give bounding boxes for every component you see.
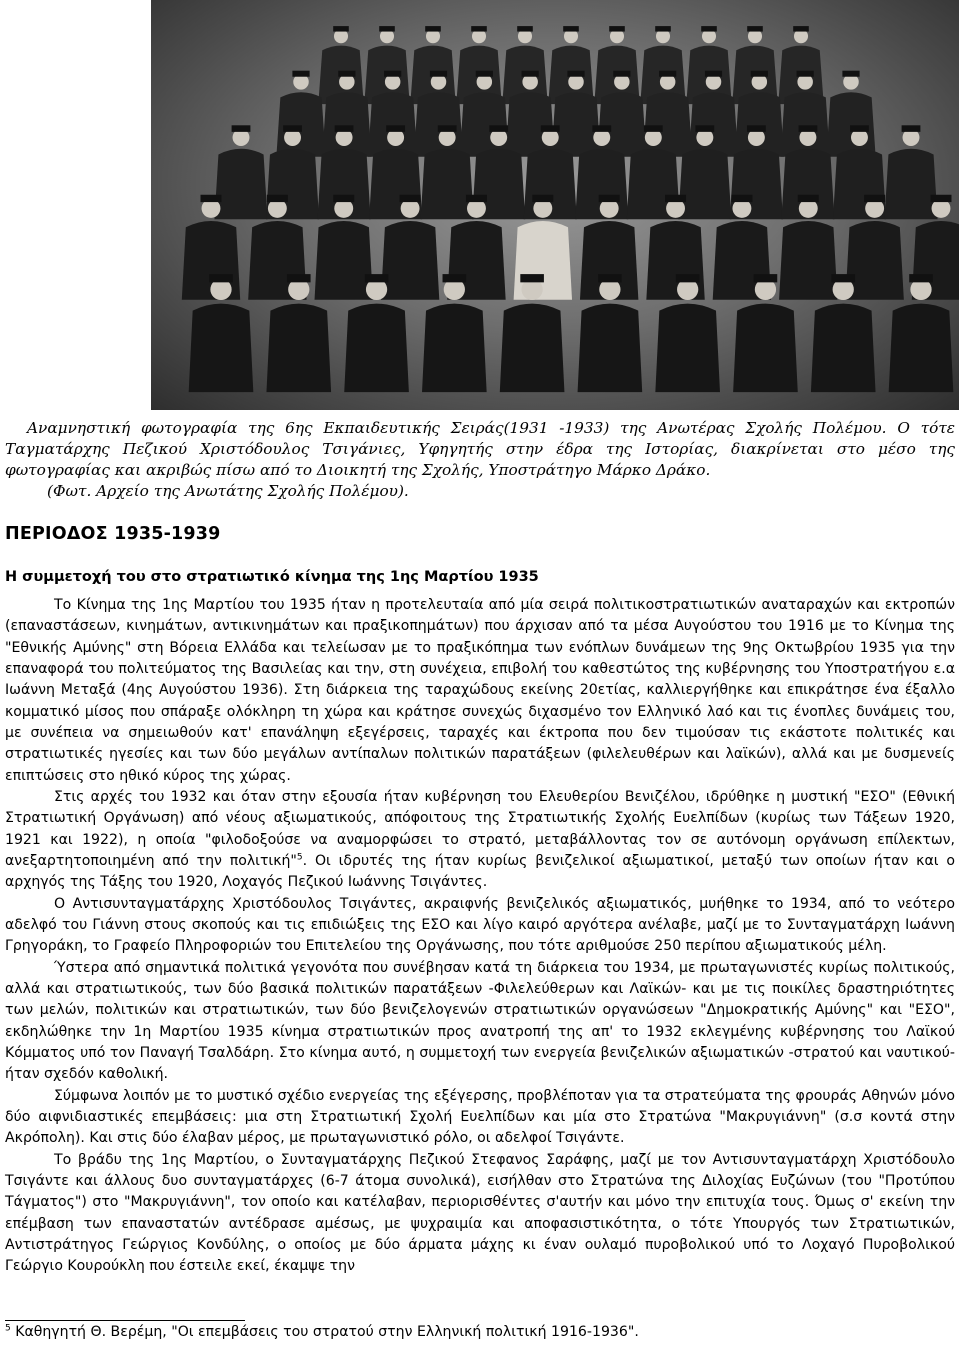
person-figure bbox=[502, 26, 547, 104]
person-figure bbox=[214, 125, 267, 219]
section-title: ΠΕΡΙΟΔΟΣ 1935-1939 bbox=[5, 524, 221, 544]
person-figure bbox=[318, 26, 363, 104]
person-figure bbox=[456, 26, 501, 104]
person-figure bbox=[778, 26, 823, 104]
paragraph: Το βράδυ της 1ης Μαρτίου, ο Συνταγματάρχης Πεζικού Στεφανος Σαράφης, μαζί με τον Αντισυνταγματάρχη Χριστόδουλο Τσιγάντε και άλλους δυο συνταγματάρχες (6-7 άτομα συνολικά), εισήλθαν στο Στρατώνα της Διλοχίας Ευζώνων (του "Προτύπου Τάγματος") στο "Μακρυγιάννη", τον οποίο και κατέλαβαν, περιορισθέντες σ'αυτήν και μόνο την επιτυχία τους. Όμως σ' εκείνη την επέμβαση των επαναστατών αντέδρασε αμέσως, με ψυχραιμία και αποφασιστικότητα, ο τότε Υπουργός των Στρατιωτικών, Αντιστράτηγος Γεώργιος Κονδύλης, ο οποίος με δύο άρματα μάχης κι έναν ουλαμό πυροβολικού υπό το Λοχαγό Πυροβολικού Γεώργιο Κουρούκλη που έστειλε εκεί, έκαμψε την bbox=[5, 1151, 955, 1275]
paragraph-text: . Οι ιδρυτές της ήταν κυρίως βενιζελικοί αξιωματικοί, μεταξύ των οποίων ήταν και ο αρχηγός της Τάξης του 1920, Λοχαγός Πεζικού Ιωάννης Τσιγάντες. bbox=[5, 852, 955, 891]
person-figure bbox=[732, 26, 777, 104]
person-figure bbox=[640, 26, 685, 104]
person-figure bbox=[884, 125, 937, 219]
subheading: Η συμμετοχή του στο στρατιωτικό κίνημα της 1ης Μαρτίου 1935 bbox=[5, 569, 539, 585]
footnote-divider bbox=[5, 1320, 245, 1321]
paragraph: Ο Αντισυνταγματάρχης Χριστόδουλος Τσιγάντες, ακραιφνής βενιζελικός αξιωματικός, μυήθηκε το 1934, από το νεότερο αδελφό του Γιάννη στους σκοπούς και τις επιδιώξεις της ΕΣΟ και λίγο καιρό αργότερα ανέλαβε, μαζί με το Συνταγματάρχη Ιωάννη Γρηγοράκη, το Γραφείο Πληροφοριών του Επιτελείου της Οργάνωσης, που τότε αριθμούσε 250 περίπου αξιωματικούς μέλη. bbox=[5, 895, 955, 955]
photo-caption-source: (Φωτ. Αρχείο της Ανωτάτης Σχολής Πολέμου). bbox=[47, 482, 409, 500]
paragraph bbox=[5, 787, 955, 894]
paragraph: Σύμφωνα λοιπόν με το μυστικό σχέδιο ενεργείας της εξέγερσης, προβλέποταν για τα στρατεύματα της φρουράς Αθηνών μόνο δύο αιφνιδιαστικές επεμβάσεις: μια στη Στρατιωτική Σχολή Ευελπίδων και μία στο Στρατώνα "Μακρυγιάννη" (σ.σ κοντά στην Ακρόπολη). Και στις δύο έλαβαν μέρος, με πρωταγωνιστικό ρόλο, οι αδελφοί Τσιγάντε. bbox=[5, 1087, 955, 1147]
person-figure bbox=[364, 26, 409, 104]
article-body bbox=[5, 595, 955, 1278]
paragraph-text: Στις αρχές του 1932 και όταν στην εξουσία ήταν κυβέρνηση του Ελευθερίου Βενιζέλου, ιδρύθηκε η μυστική "ΕΣΟ" (Εθνική Στρατιωτική Οργάνωση) από νέους αξιωματικούς, απόφοιτους της Στρατιωτικής Σχολής Ευελπίδων (κυρίως των Τάξεων 1920, 1921 και 1922), η οποία "φιλοδοξούσε να αναμορφώσει το στρατό, μεταβάλλοντας τον σε αυτόνομη οργάνωση επίλεκτων, ανεξαρτητοποιημένη από την πολιτική" bbox=[5, 788, 955, 869]
paragraph: Ύστερα από σημαντικά πολιτικά γεγονότα που συνέβησαν κατά τη διάρκεια του 1934, με πρωταγωνιστές κυρίως πολιτικούς, αλλά και στρατιωτικούς, των δύο βασικά πολιτικών παρατάξεων -Φιλελεύθερων και Λαϊκών- και με τις ποικίλες δραστηριότητες των μελών, πολιτικών και στρατιωτικών, των δύο βενιζελογενών στρατιωτικών οργανώσεων "Δημοκρατικής Αμύνης" και "ΕΣΟ", εκδηλώθηκε την 1η Μαρτίου 1935 κίνημα στρατιωτικών προς ανατροπή της απ' το 1932 εκλεγμένης κυβέρνησης του Λαϊκού Κόμματος υπό τον Παναγή Τσαλδάρη. Στο κίνημα αυτό, η συμμετοχή των ενεργεία βενιζελικών αξιωματικών -στρατού και ναυτικού- ήταν σχεδόν καθολική. bbox=[5, 959, 955, 1083]
person-figure bbox=[410, 26, 455, 104]
person-figure bbox=[826, 71, 875, 157]
group-photograph-figures bbox=[151, 0, 959, 410]
footnote-number: 5 bbox=[5, 1323, 11, 1334]
photo-caption: Αναμνηστική φωτογραφία της 6ης Εκπαιδευτικής Σειράς(1931 -1933) της Ανωτέρας Σχολής Πολέμου. Ο τότε Ταγματάρχης Πεζικού Χριστόδουλος Τσιγάνιες, Υφηγητής στην έδρα της Ιστορίας, διακρίνεται στο μέσο της φωτογραφίας και ακριβώς πίσω από το Διοικητή της Σχολής, Υποστράτηγο Μάρκο Δράκο. bbox=[5, 419, 955, 479]
group-photograph bbox=[151, 0, 959, 410]
footnote-text: Καθηγητή Θ. Βερέμη, "Οι επεμβάσεις του στρατού στην Ελληνική πολιτική 1916-1936". bbox=[10, 1324, 639, 1340]
footnote bbox=[5, 1322, 639, 1343]
person-figure bbox=[686, 26, 731, 104]
person-figure bbox=[548, 26, 593, 104]
footnote-reference[interactable]: 5 bbox=[296, 852, 303, 863]
person-figure bbox=[594, 26, 639, 104]
paragraph: Το Κίνημα της 1ης Μαρτίου του 1935 ήταν η προτελευταία από μία σειρά πολιτικοστρατιωτικών αναταραχών και εκτροπών (επαναστάσεων, κινημάτων, αντικινημάτων και πραξικοπημάτων) που άρχισαν από τα μέσα Αυγούστου του 1916 με το Κίνημα της "Εθνικής Αμύνης" στη Βόρεια Ελλάδα και τελείωσαν με το πραξικόπημα των ενόπλων δυνάμεων της 9ης Οκτωβρίου 1935 για την επαναφορά του πολιτεύματος της Βασιλείας και την, στη συνέχεια, επιβολή του καθεστώτος της κυβέρνησης του Υποστρατήγου ε.α Ιωάννη Μεταξά (4ης Αυγούστου 1936). Στη διάρκεια της ταραχώδους εκείνης 20ετίας, καλλιεργήθηκε και επικράτησε ένα έξαλλο κομματικό μίσος που σπάραξε ολόκληρη τη χώρα και κράτησε συνεχώς διχασμένο τον Ελληνικό λαό και τις ένοπλες δυνάμεις του, με συνέπεια να σημειωθούν κατ' επανάληψη εξεγέρσεις, ταραχές και έκτροπα που δεν τιμούσαν τις εκάστοτε πολιτικές και στρατιωτικές ηγεσίες και των δύο μεγάλων αντίπαλων πολιτικών παρατάξεων (φιλελευθέρων και λαϊκών), αλλά και με δυσμενείς επιπτώσεις στο ηθικό κύρος της χώρας. bbox=[5, 597, 955, 784]
person-figure bbox=[276, 71, 325, 157]
